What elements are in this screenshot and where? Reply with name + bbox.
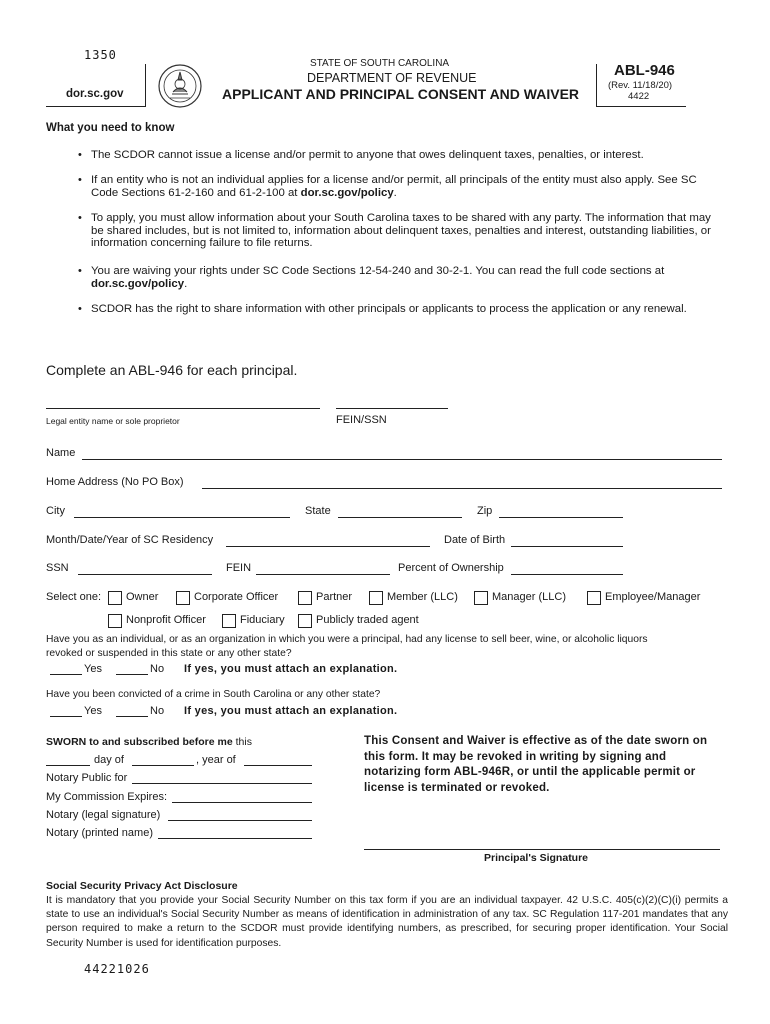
bullet-text: SCDOR has the right to share information with other principals or applicants to process the application or any renewal.: [91, 303, 687, 315]
dob-input[interactable]: [511, 546, 623, 547]
bullet-dot: •: [78, 174, 82, 186]
section-heading: What you need to know: [46, 122, 175, 134]
zip-label: Zip: [477, 505, 493, 517]
bullet-text: The SCDOR cannot issue a license and/or permit to anyone that owes delinquent taxes, penalties, or interest.: [91, 149, 644, 161]
header-divider-left: [46, 106, 146, 107]
month-input[interactable]: [132, 765, 194, 766]
policy-link[interactable]: dor.sc.gov/policy: [300, 186, 394, 199]
q1-note: If yes, you must attach an explanation.: [184, 663, 398, 675]
notary-legal-sig-label: Notary (legal signature): [46, 809, 161, 821]
owner-label: Owner: [126, 591, 159, 603]
question-1-line-2: revoked or suspended in this state or any other state?: [46, 648, 292, 659]
state-seal: [158, 64, 202, 108]
notary-legal-sig-input[interactable]: [168, 820, 312, 821]
member-llc-label: Member (LLC): [387, 591, 458, 603]
bullet-text: If an entity who is not an individual applies for a license and/or permit, all principals of the entity must also apply. See SC Code Sections 61-2-160 and 61-2-100 at dor.sc.gov/policy.: [91, 174, 697, 199]
q1-yes-input[interactable]: [50, 674, 82, 675]
day-of-label: day of: [94, 754, 124, 766]
corporate-officer-checkbox[interactable]: [176, 591, 190, 605]
privacy-body: It is mandatory that you provide your Social Security Number on this tax form if you are an individual taxpayer. 42 U.S.C. 405(c)(2)(C)(i) permits a state to use an individual's Social Security Number as means of identification in administration of any tax. SC Regulation 117-201 mandates that any person required to make a return to the SCDOR must provide identifying numbers, as prescribed, for securing proper identification. Your Social Security Number is used for identification purposes.: [46, 895, 728, 949]
privacy-heading: Social Security Privacy Act Disclosure: [46, 880, 238, 892]
nonprofit-officer-label: Nonprofit Officer: [126, 614, 206, 626]
header-state: STATE OF SOUTH CAROLINA: [310, 58, 450, 69]
residency-label: Month/Date/Year of SC Residency: [46, 534, 214, 546]
partner-label: Partner: [316, 591, 353, 603]
bullet-text: You are waiving your rights under SC Code Sections 12-54-240 and 30-2-1. You can read the full code sections at dor.sc.gov/policy.: [91, 265, 665, 290]
state-input[interactable]: [338, 517, 462, 518]
dob-label: Date of Birth: [444, 534, 506, 546]
fiduciary-label: Fiduciary: [240, 614, 285, 626]
nonprofit-officer-checkbox[interactable]: [108, 614, 122, 628]
q2-no-label: No: [150, 705, 165, 717]
legal-entity-input[interactable]: [46, 408, 320, 409]
header-vertical-rule-right: [596, 64, 597, 106]
name-input[interactable]: [82, 459, 722, 460]
fein-label: FEIN: [226, 562, 252, 574]
commission-label: My Commission Expires:: [46, 791, 168, 803]
q1-no-input[interactable]: [116, 674, 148, 675]
q2-yes-label: Yes: [84, 705, 102, 717]
q1-no-label: No: [150, 663, 165, 675]
day-input[interactable]: [46, 765, 90, 766]
name-label: Name: [46, 447, 76, 459]
ssn-label: SSN: [46, 562, 69, 574]
form-code: 4422: [628, 91, 650, 102]
question-2: Have you been convicted of a crime in South Carolina or any other state?: [46, 689, 381, 700]
principal-signature-input[interactable]: [364, 849, 720, 850]
publicly-traded-checkbox[interactable]: [298, 614, 312, 628]
question-1-line-1: Have you as an individual, or as an organization in which you were a principal, had any license to sell beer, wine, or alcoholic liquors: [46, 634, 648, 645]
header-department: DEPARTMENT OF REVENUE: [307, 71, 477, 85]
city-label: City: [46, 505, 65, 517]
principal-signature-label: Principal's Signature: [484, 852, 589, 864]
bullet-dot: •: [78, 212, 82, 224]
fein-ssn-input[interactable]: [336, 408, 448, 409]
employee-manager-checkbox[interactable]: [587, 591, 601, 605]
notary-public-input[interactable]: [132, 783, 312, 784]
fiduciary-checkbox[interactable]: [222, 614, 236, 628]
complete-note: Complete an ABL-946 for each principal.: [46, 362, 298, 378]
employee-manager-label: Employee/Manager: [605, 591, 701, 603]
q2-no-input[interactable]: [116, 716, 148, 717]
header-divider-right: [596, 106, 686, 107]
form-number: 1350: [84, 48, 117, 62]
bullet-dot: •: [78, 265, 82, 277]
year-input[interactable]: [244, 765, 312, 766]
member-llc-checkbox[interactable]: [369, 591, 383, 605]
q1-yes-label: Yes: [84, 663, 102, 675]
corporate-officer-label: Corporate Officer: [194, 591, 279, 603]
residency-input[interactable]: [226, 546, 430, 547]
page-title: APPLICANT AND PRINCIPAL CONSENT AND WAIVER: [222, 86, 580, 102]
bullet-dot: •: [78, 303, 82, 315]
notary-public-label: Notary Public for: [46, 772, 128, 784]
publicly-traded-label: Publicly traded agent: [316, 614, 419, 626]
ownership-input[interactable]: [511, 574, 623, 575]
partner-checkbox[interactable]: [298, 591, 312, 605]
state-label: State: [305, 505, 331, 517]
policy-link[interactable]: dor.sc.gov/policy: [91, 277, 185, 290]
manager-llc-checkbox[interactable]: [474, 591, 488, 605]
form-revision: (Rev. 11/18/20): [608, 80, 673, 91]
year-of-label: , year of: [196, 754, 236, 766]
ssn-input[interactable]: [78, 574, 212, 575]
footer-code: 44221026: [84, 962, 150, 976]
manager-llc-label: Manager (LLC): [492, 591, 566, 603]
zip-input[interactable]: [499, 517, 623, 518]
legal-entity-label: Legal entity name or sole proprietor: [46, 416, 180, 426]
commission-input[interactable]: [172, 802, 312, 803]
notary-printed-input[interactable]: [158, 838, 312, 839]
notary-printed-label: Notary (printed name): [46, 827, 153, 839]
fein-ssn-label: FEIN/SSN: [336, 414, 387, 426]
sworn-line: SWORN to and subscribed before me this: [46, 736, 252, 748]
owner-checkbox[interactable]: [108, 591, 122, 605]
form-id: ABL-946: [614, 62, 675, 79]
fein-input[interactable]: [256, 574, 390, 575]
select-one-label: Select one:: [46, 591, 102, 603]
city-input[interactable]: [74, 517, 290, 518]
bullet-dot: •: [78, 149, 82, 161]
website: dor.sc.gov: [66, 88, 124, 100]
home-address-label: Home Address (No PO Box): [46, 476, 184, 488]
consent-statement: This Consent and Waiver is effective as of the date sworn on this form. It may be revoked in writing by signing and notarizing form ABL-946R, or until the applicable permit or license is terminated or revoked.: [364, 735, 708, 794]
q2-note: If yes, you must attach an explanation.: [184, 705, 398, 717]
q2-yes-input[interactable]: [50, 716, 82, 717]
bullet-text: To apply, you must allow information about your South Carolina taxes to be shared with any party. The information that may be shared includes, but is not limited to, information about delinquent taxes, penalties and interest, outstanding liabilities, or information concerning failure to file returns.: [91, 212, 711, 250]
home-address-input[interactable]: [202, 488, 722, 489]
header-vertical-rule: [145, 64, 146, 106]
ownership-label: Percent of Ownership: [398, 562, 504, 574]
